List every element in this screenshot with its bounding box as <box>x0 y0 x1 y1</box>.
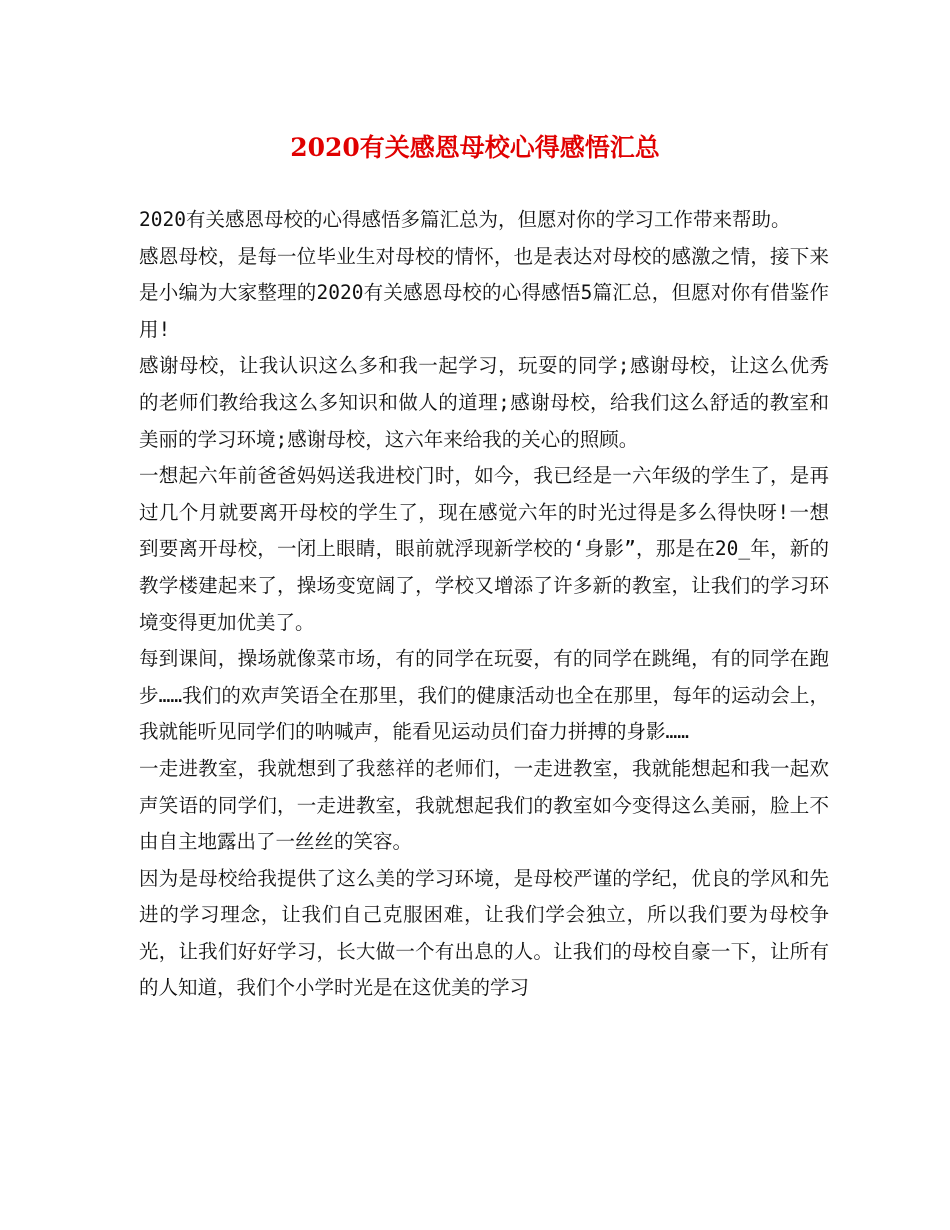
paragraph-intro: 2020有关感恩母校的心得感悟多篇汇总为，但愿对你的学习工作带来帮助。 <box>139 208 791 231</box>
paragraph-thanks: 感谢母校，让我认识这么多和我一起学习，玩耍的同学;感谢母校，让这么优秀的老师们教给我这么多知识和做人的道理;感谢母校，给我们这么舒适的教室和美丽的学习环境;感谢母校，这六年来给我的关心的照顾。 <box>139 354 829 451</box>
document-title: 2020有关感恩母校心得感悟汇总 <box>290 133 660 162</box>
paragraph-classroom: 一走进教室，我就想到了我慈祥的老师们，一走进教室，我就能想起和我一起欢声笑语的同学们，一走进教室，我就想起我们的教室如今变得这么美丽，脸上不由自主地露出了一丝丝的笑容。 <box>139 756 829 854</box>
paragraph-memory: 一想起六年前爸爸妈妈送我进校门时，如今，我已经是一六年级的学生了，是再过几个月就要离开母校的学生了，现在感觉六年的时光过得是多么得快呀!一想到要离开母校，一闭上眼睛，眼前就浮现新学校的‘身影”，那是在20_年，新的教学楼建起来了，操场变宽阔了，学校又增添了许多新的教室，让我们的学习环境变得更加优美了。 <box>139 464 829 634</box>
paragraph-gratitude: 因为是母校给我提供了这么美的学习环境，是母校严谨的学纪，优良的学风和先进的学习理念，让我们自己克服困难，让我们学会独立，所以我们要为母校争光，让我们好好学习，长大做一个有出息的人。让我们的母校自豪一下，让所有的人知道，我们个小学时光是在这优美的学习 <box>139 866 829 1000</box>
paragraph-summary: 感恩母校，是每一位毕业生对母校的情怀，也是表达对母校的感激之情，接下来是小编为大家整理的2020有关感恩母校的心得感悟5篇汇总，但愿对你有借鉴作用! <box>139 244 829 341</box>
document-body <box>139 202 829 1007</box>
paragraph-playground: 每到课间，操场就像菜市场，有的同学在玩耍，有的同学在跳绳，有的同学在跑步……我们的欢声笑语全在那里，我们的健康活动也全在那里，每年的运动会上，我就能听见同学们的呐喊声，能看见运动员们奋力拼搏的身影…… <box>139 647 829 744</box>
